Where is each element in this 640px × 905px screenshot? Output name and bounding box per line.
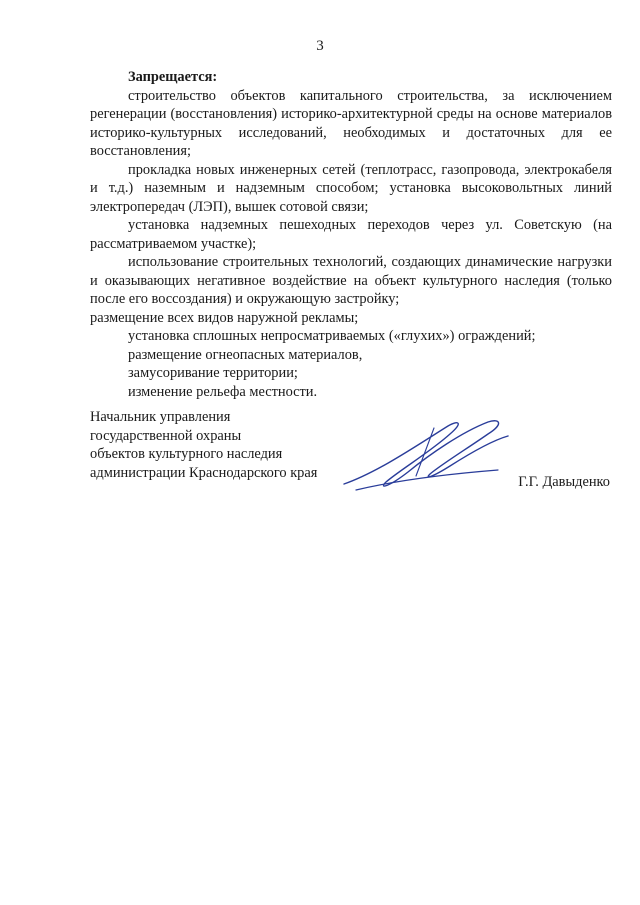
page-number: 3 <box>316 38 324 54</box>
signatory-title-line: администрации Краснодарского края <box>90 464 318 481</box>
restriction-item: изменение рельефа местности. <box>128 383 318 400</box>
restriction-item: размещение всех видов наружной рекламы; <box>90 309 359 326</box>
signatory-title-line: Начальник управления <box>90 409 231 425</box>
restriction-item: размещение огнеопасных материалов, <box>128 346 363 363</box>
signatory-title-line: объектов культурного наследия <box>90 446 283 462</box>
document-body <box>90 68 612 401</box>
restriction-item: установка надземных пешеходных переходов через ул. Советскую (на рассматриваемом участке); <box>90 217 612 252</box>
section-heading: Запрещается: <box>128 69 218 85</box>
handwritten-signature <box>338 410 513 500</box>
restriction-item: прокладка новых инженерных сетей (теплотрасс, газопровода, электрокабеля и т.д.) наземным и надземным способом; установка высоковольтных линий электропередач (ЛЭП), вышек сотовой связи; <box>90 161 612 215</box>
restriction-item: замусоривание территории; <box>128 365 298 381</box>
restriction-item: использование строительных технологий, создающих динамические нагрузки и оказывающих негативное воздействие на объект культурного наследия (только после его воссоздания) и окружающую застройку; <box>90 254 612 307</box>
signatory-name: Г.Г. Давыденко <box>518 474 610 490</box>
restriction-item: установка сплошных непросматриваемых («глухих») ограждений; <box>128 328 536 344</box>
signatory-title <box>90 408 317 482</box>
restriction-item: строительство объектов капитального строительства, за исключением регенерации (восстановления) историко-архитектурной среды на основе материалов историко-культурных исследований, необходимых и достаточных для ее восстановления; <box>90 87 612 159</box>
signatory-title-line: государственной охраны <box>90 427 242 444</box>
